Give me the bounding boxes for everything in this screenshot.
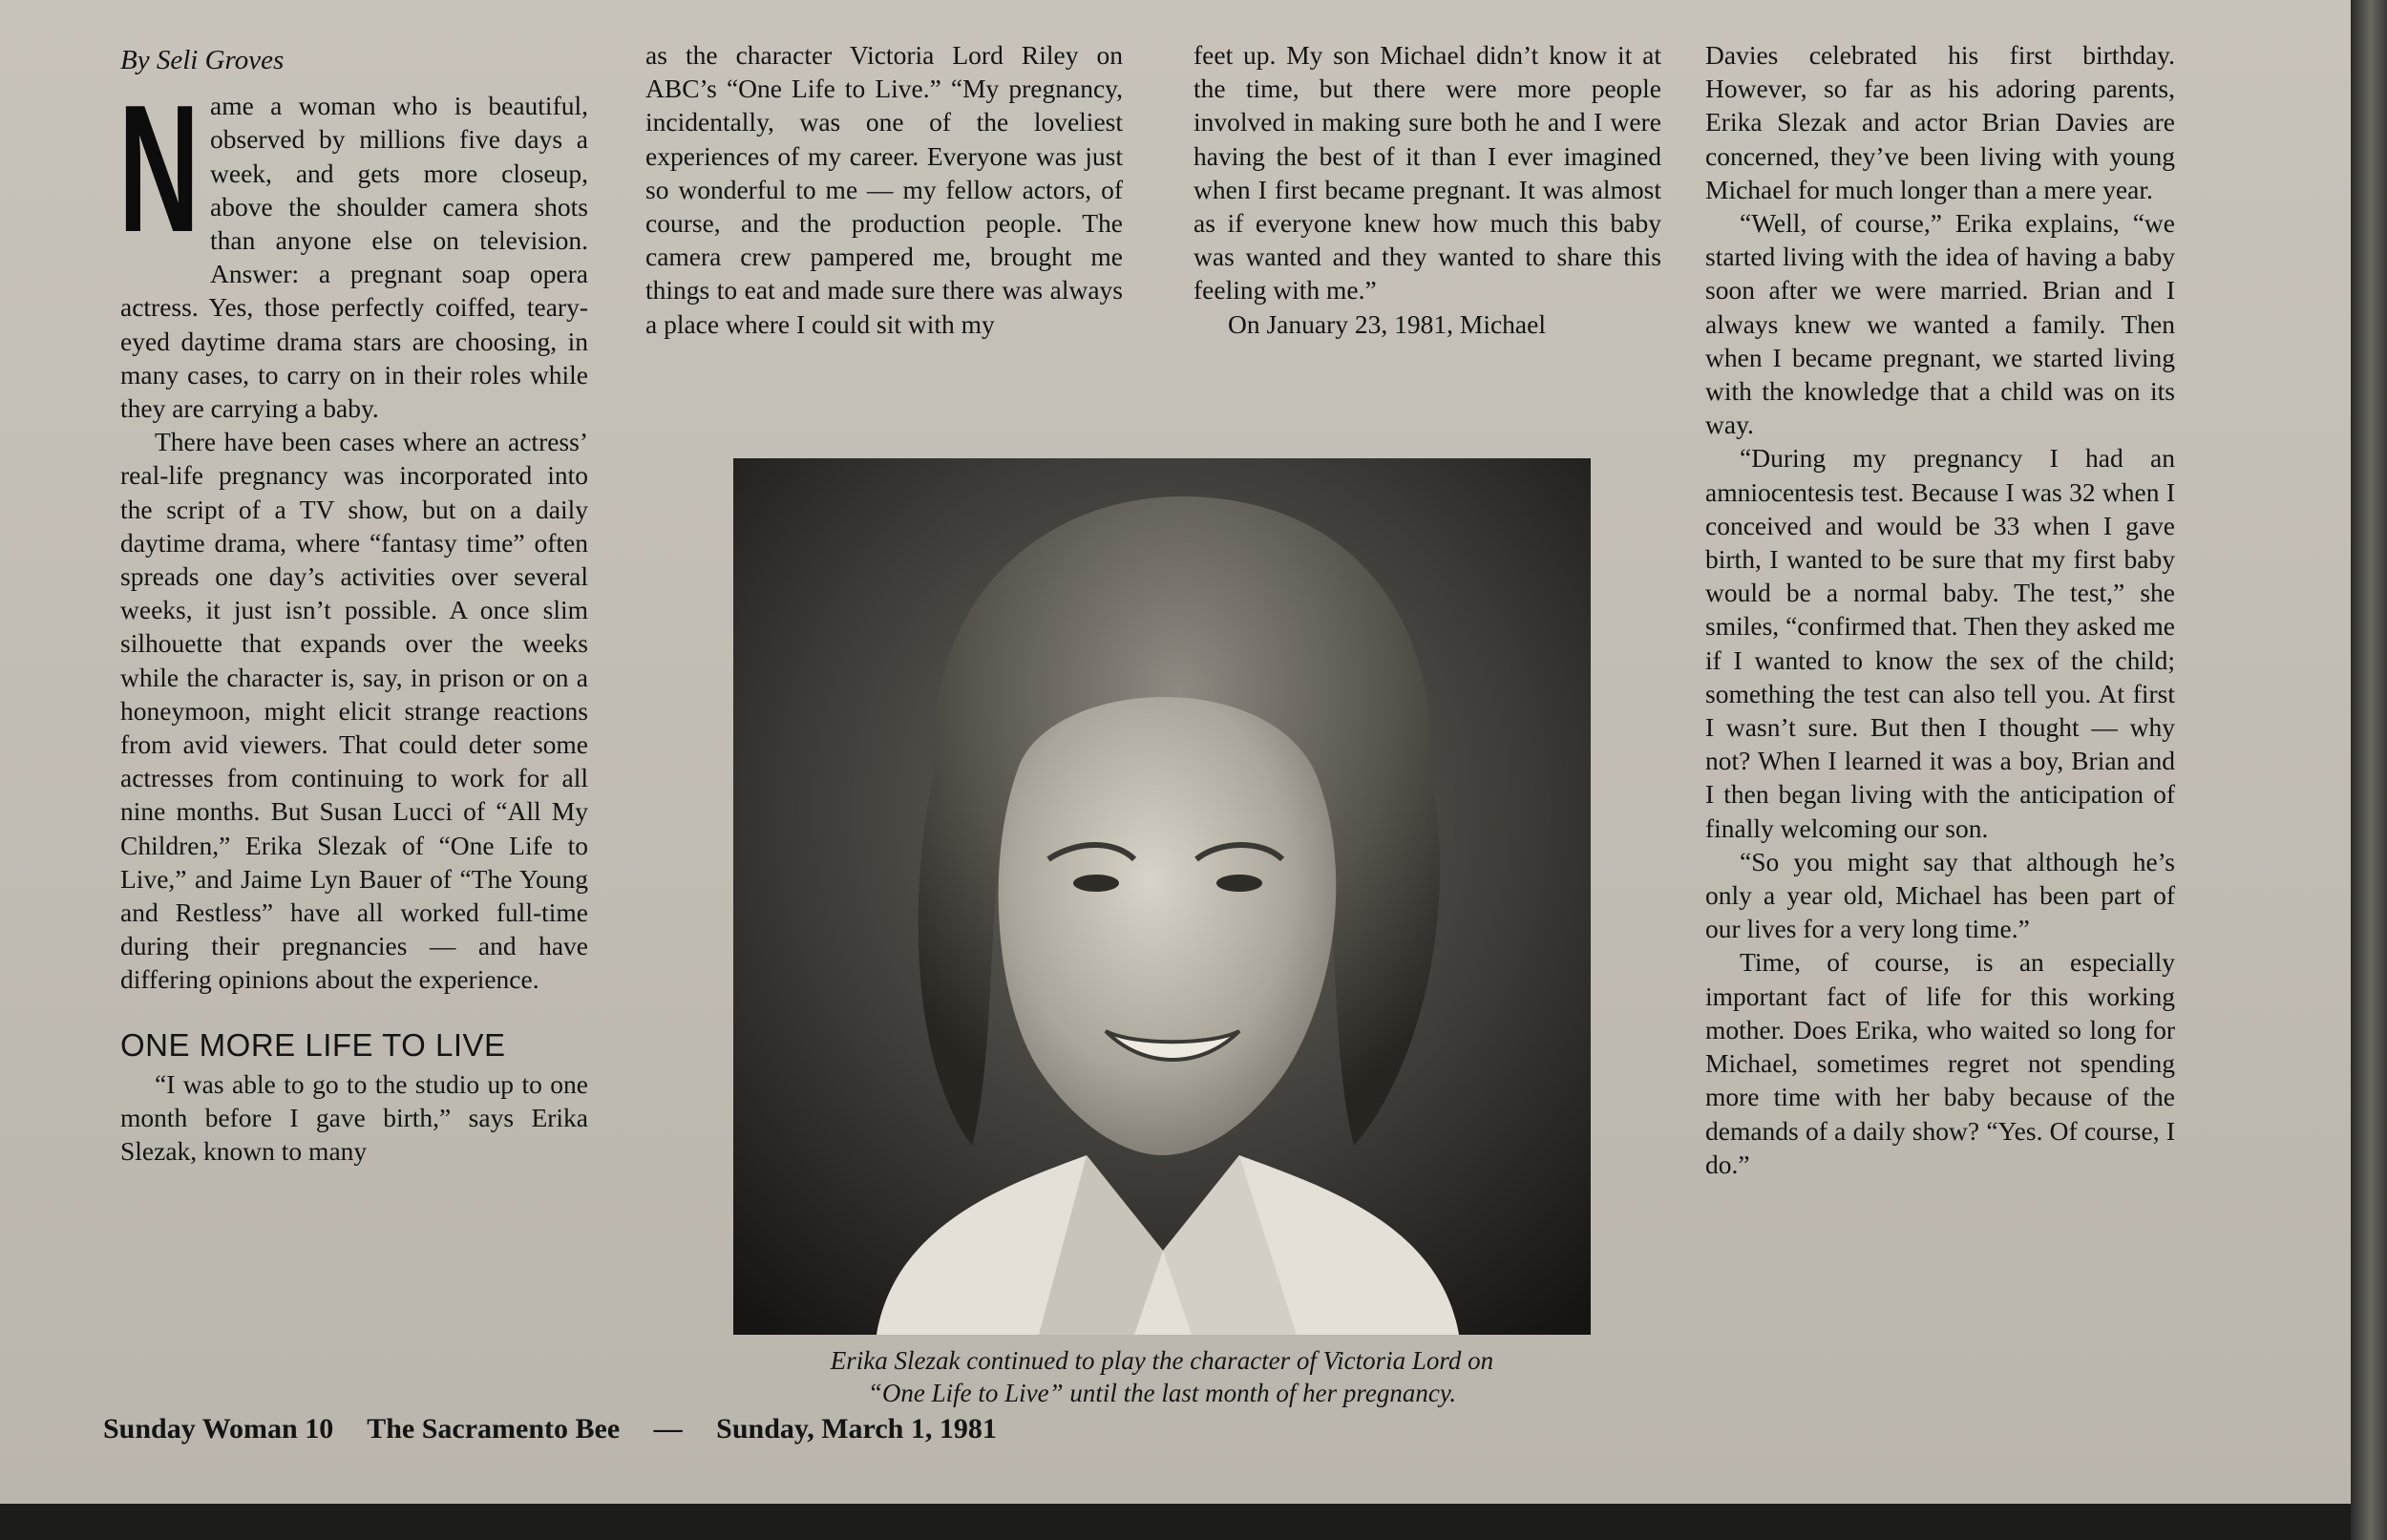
article-column-1 bbox=[120, 38, 588, 1168]
article-column-2 bbox=[645, 38, 1123, 341]
footer-newspaper-name: The Sacramento Bee bbox=[367, 1413, 621, 1445]
caption-line: “One Life to Live” until the last month of her pregnancy. bbox=[867, 1379, 1457, 1407]
article-column-3 bbox=[1194, 38, 1661, 341]
paragraph: “Well, of course,” Erika explains, “we started living with the idea of having a baby soon after we were married. Brian and I always knew we wanted a family. Then when I became pregnant, we started living with the knowledge that a child was on its way. bbox=[1705, 208, 2175, 440]
paragraph: as the character Victoria Lord Riley on ABC’s “One Life to Live.” “My pregnancy, incidentally, was one of the loveliest experiences of my career. Everyone was just so wonderful to me — my fellow actors, of course, and the production people. The camera crew pampered me, brought me things to eat and made sure there was always a place where I could sit with my bbox=[645, 40, 1123, 339]
paragraph: “During my pregnancy I had an amniocentesis test. Because I was 32 when I conceived and would be 33 when I gave birth, I wanted to be sure that my first baby would be a normal baby. The test,” she smiles, “confirmed that. Then they asked me if I wanted to know the sex of the child; something the test can also tell you. At first I wasn’t sure. But then I thought — why not? When I learned it was a boy, Brian and I then began living with the anticipation of finally welcoming our son. bbox=[1705, 443, 2175, 843]
footer-dash: — bbox=[653, 1413, 683, 1445]
article-column-4 bbox=[1705, 38, 2175, 1181]
footer-section-name: Sunday Woman 10 bbox=[103, 1413, 334, 1445]
paragraph: “I was able to go to the studio up to one month before I gave birth,” says Erika Slezak, known to many bbox=[120, 1068, 588, 1167]
paragraph: On January 23, 1981, Michael bbox=[1228, 308, 1546, 339]
lead-paragraph bbox=[118, 68, 588, 425]
page-edge-bottom bbox=[0, 1504, 2351, 1540]
portrait-illustration bbox=[733, 458, 1591, 1335]
paragraph: Davies celebrated his first birthday. However, so far as his adoring parents, Erika Slezak and actor Brian Davies are concerned, they’ve been living with young Michael for much longer than a mere year. bbox=[1705, 40, 2175, 204]
paragraph: feet up. My son Michael didn’t know it at the time, but there were more people involved in making sure both he and I were having the best of it than I ever imagined when I first became pregnant. It was almost as if everyone knew how much this baby was wanted and they wanted to share this feeling with me.” bbox=[1194, 40, 1661, 306]
drop-cap: N bbox=[118, 68, 201, 271]
portrait-photo bbox=[733, 458, 1591, 1335]
page-footer bbox=[103, 1413, 1249, 1445]
footer-date: Sunday, March 1, 1981 bbox=[716, 1413, 997, 1445]
page-edge-right bbox=[2351, 0, 2387, 1540]
paragraph: “So you might say that although he’s only a year old, Michael has been part of our lives for a very long time.” bbox=[1705, 846, 2175, 944]
caption-line: Erika Slezak continued to play the character of Victoria Lord on bbox=[830, 1346, 1494, 1375]
byline: By Seli Groves bbox=[120, 45, 285, 75]
photo-caption bbox=[726, 1344, 1598, 1409]
lead-paragraph-text: ame a woman who is beautiful, observed by millions five days a week, and gets more closeup, above the shoulder camera shots than anyone else on television. Answer: a pregnant soap opera actress. Yes, those perfectly coiffed, teary-eyed daytime drama stars are choosing, in many cases, to carry on in their roles while they are carrying a baby. bbox=[120, 91, 588, 424]
paragraph: There have been cases where an actress’ real-life pregnancy was incorporated into the script of a TV show, but on a daily daytime drama, where “fantasy time” often spreads one day’s activities over several weeks, it just isn’t possible. A once slim silhouette that expands over the weeks while the character is, say, in prison or on a honeymoon, might elicit strange reactions from avid viewers. That could deter some actresses from continuing to work for all nine months. But Susan Lucci of “All My Children,” Erika Slezak of “One Life to Live,” and Jaime Lyn Bauer of “The Young and Restless” have all worked full-time during their pregnancies — and have differing opinions about the experience. bbox=[120, 427, 588, 995]
paragraph: Time, of course, is an especially important fact of life for this working mother. Does Erika, who waited so long for Michael, sometimes regret not spending more time with her baby because of the demands of a daily show? “Yes. Of course, I do.” bbox=[1705, 947, 2175, 1179]
section-heading: ONE MORE LIFE TO LIVE bbox=[120, 1026, 506, 1063]
